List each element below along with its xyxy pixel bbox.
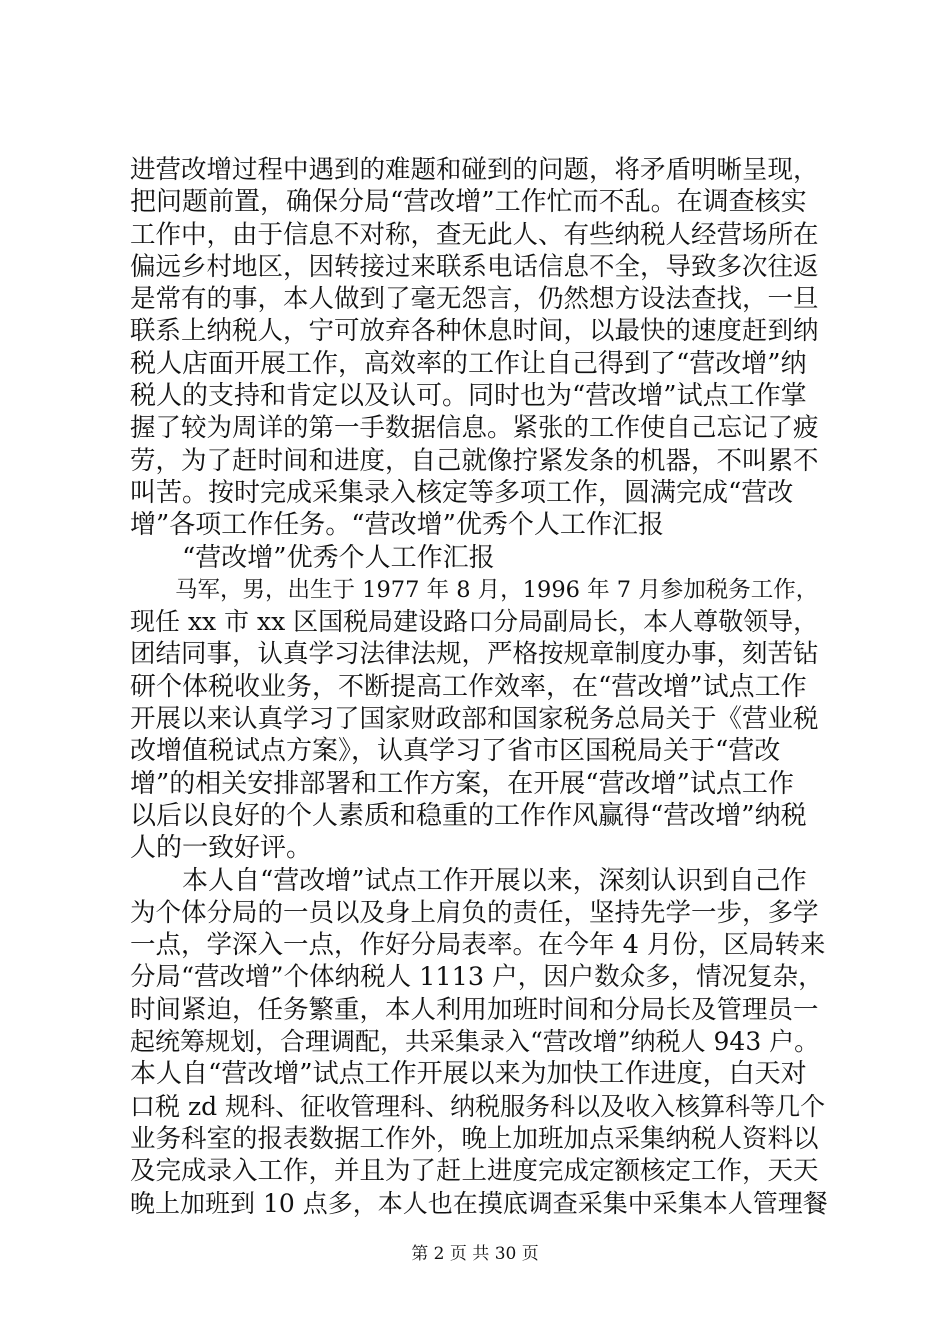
text-line: 工作中，由于信息不对称，查无此人、有些纳税人经营场所在 [130,219,819,250]
text-line: 人的一致好评。 [130,833,313,864]
text-line: “营改增”优秀个人工作汇报 [130,542,495,573]
text-line: 握了较为周详的第一手数据信息。紧张的工作使自己忘记了疲 [130,413,819,444]
text-line: 把问题前置，确保分局“营改增”工作忙而不乱。在调查核实 [130,187,807,218]
text-line: 叫苦。按时完成采集录入核定等多项工作，圆满完成“营改 [130,477,794,508]
text-line: 税人店面开展工作，高效率的工作让自己得到了“营改增”纳 [130,348,807,379]
text-line: 进营改增过程中遇到的难题和碰到的问题，将矛盾明晰呈现， [130,155,819,185]
text-line: 时间紧迫，任务繁重，本人利用加班时间和分局长及管理员一 [130,994,819,1025]
text-line: 及完成录入工作，并且为了赶上进度完成定额核定工作，天天 [130,1156,819,1187]
text-line: 增”的相关安排部署和工作方案，在开展“营改增”试点工作 [130,768,794,799]
text-line: 口税 zd 规科、征收管理科、纳税服务科以及收入核算科等几个 [130,1091,826,1121]
text-line: 现任 xx 市 xx 区国税局建设路口分局副局长，本人尊敬领导， [130,607,819,637]
text-line: 联系上纳税人，宁可放弃各种休息时间，以最快的速度赶到纳 [130,316,819,347]
text-line: 本人自“营改增”试点工作开展以来为加快工作进度，白天对 [130,1059,807,1090]
text-line: 研个体税收业务，不断提高工作效率，在“营改增”试点工作 [130,671,807,702]
text-line: 增”各项工作任务。“营改增”优秀个人工作汇报 [130,510,664,541]
text-line: 业务科室的报表数据工作外，晚上加班加点采集纳税人资料以 [130,1123,819,1154]
text-line: 税人的支持和肯定以及认可。同时也为“营改增”试点工作掌 [130,381,807,412]
text-line: 马军，男，出生于 1977 年 8 月，1996 年 7 月参加税务工作， [130,576,819,603]
text-line: 团结同事，认真学习法律法规，严格按规章制度办事，刻苦钻 [130,639,819,670]
text-line: 劳，为了赶时间和进度，自己就像拧紧发条的机器，不叫累不 [130,445,819,476]
page-footer: 第 2 页 共 30 页 [411,1244,539,1264]
text-line: 分局“营改增”个体纳税人 1113 户，因户数众多，情况复杂， [130,962,824,993]
text-line: 以后以良好的个人素质和稳重的工作作风赢得“营改增”纳税 [130,800,807,831]
text-line: 是常有的事，本人做到了毫无怨言，仍然想方设法查找，一旦 [130,284,819,315]
text-line: 为个体分局的一员以及身上肩负的责任，坚持先学一步，多学 [130,897,819,928]
text-line: 一点，学深入一点，作好分局表率。在今年 4 月份，区局转来 [130,930,826,961]
document-body [130,154,830,1220]
text-line: 开展以来认真学习了国家财政部和国家税务总局关于《营业税 [130,704,819,735]
text-line: 改增值税试点方案》，认真学习了省市区国税局关于“营改 [130,736,781,767]
text-line: 本人自“营改增”试点工作开展以来，深刻认识到自己作 [130,865,807,896]
text-line: 偏远乡村地区，因转接过来联系电话信息不全，导致多次往返 [130,251,819,282]
text-line: 晚上加班到 10 点多，本人也在摸底调查采集中采集本人管理餐 [130,1188,828,1218]
text-line: 起统筹规划，合理调配，共采集录入“营改增”纳税人 943 户。 [130,1027,820,1057]
